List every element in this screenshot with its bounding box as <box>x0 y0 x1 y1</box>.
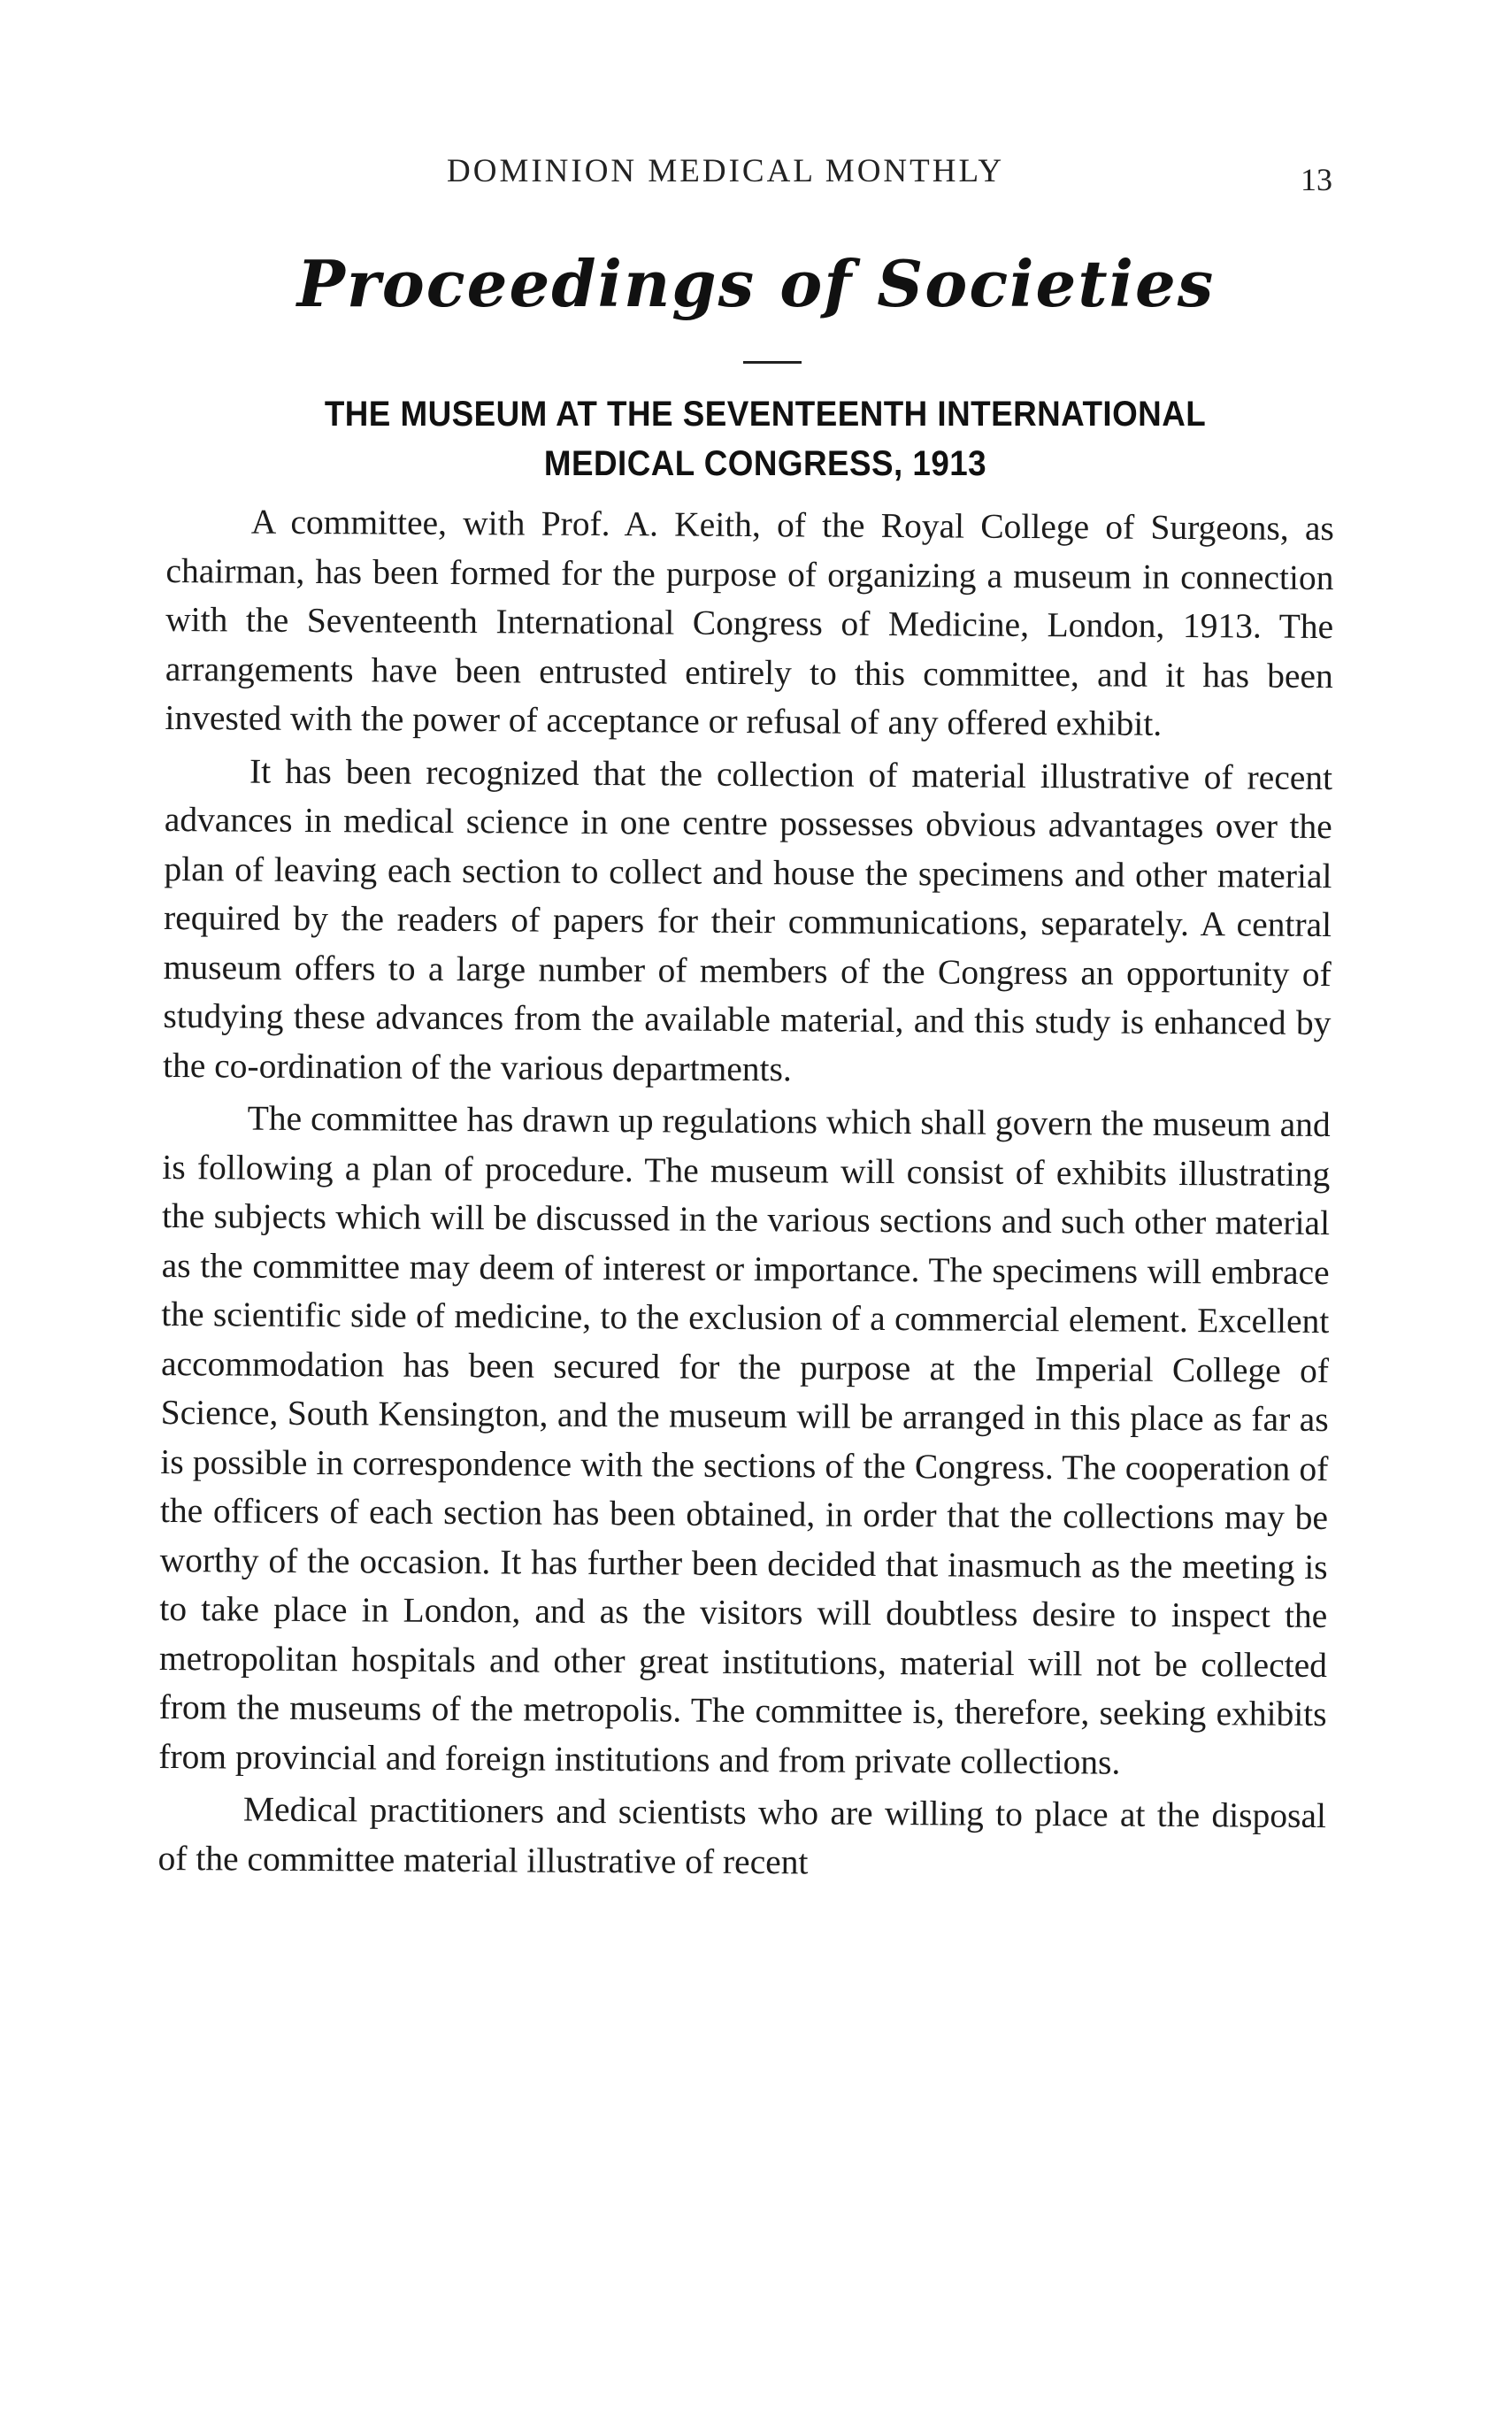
paragraph-1: A committee, with Prof. A. Keith, of the Royal College of Surgeons, as chairman, has been formed for the purpose of organizing a museum in connection with the Seventeenth International Congress of Medicine, London, 1913. The arrangements have been entrusted entirely to this committee, and it has been invested with the power of acceptance or refusal of any offered exhibit. <box>165 502 1334 743</box>
article-title-line-1: THE MUSEUM AT THE SEVENTEENTH INTERNATIONAL <box>324 395 1207 434</box>
section-title: Proceedings of Societies <box>296 246 1216 321</box>
page-number: 13 <box>1301 162 1332 197</box>
article-title-line-2: MEDICAL CONGRESS, 1913 <box>543 444 987 483</box>
paragraph-2: It has been recognized that the collection of material illustrative of recent advances in medical science in one centre possesses obvious advantages over the plan of leaving each section to collect and house the specimens and other material required by the readers of papers for their communications, separately. A central museum offers to a large number of members of the Congress an opportunity of studying these advances from the available material, and this study is enhanced by the co-ordination of the various departments. <box>162 751 1333 1088</box>
section-divider <box>743 361 802 364</box>
article-body <box>157 497 1334 1890</box>
paragraph-3: The committee has drawn up regulations which shall govern the museum and is following a plan of procedure. The museum will consist of exhibits illustrating the subjects which will be discussed in the various sections and such other material as the committee may deem of interest or importance. The specimens will embrace the scientific side of medicine, to the exclusion of a commercial element. Excellent accommodation has been secured for the purpose at the Imperial College of Science, South Kensington, and the museum will be arranged in this place as far as is possible in correspondence with the sections of the Congress. The cooperation of the officers of each section has been obtained, in order that the collections may be worthy of the occasion. It has further been decided that inasmuch as the meeting is to take place in London, and as the visitors will doubtless desire to inspect the metropolitan hospitals and other great institutions, material will not be collected from the museums of the metropolis. The committee is, therefore, seeking exhibits from provincial and foreign institutions and from private collections. <box>158 1098 1331 1782</box>
journal-title: DOMINION MEDICAL MONTHLY <box>447 153 1005 189</box>
article-title <box>281 389 1250 488</box>
paragraph-4: Medical practitioners and scientists who are willing to place at the disposal of the committee material illustrative of recent <box>157 1789 1327 1881</box>
running-head <box>0 152 1512 196</box>
